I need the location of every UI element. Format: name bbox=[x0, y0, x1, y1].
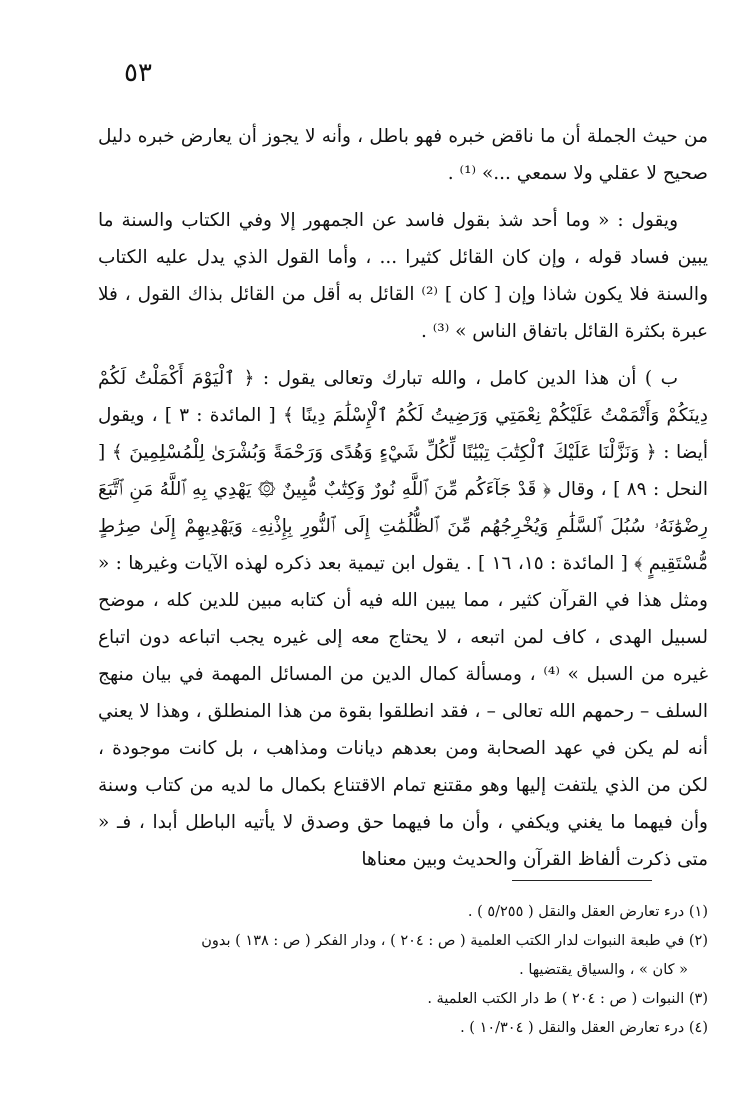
paragraph-2: ويقول : « وما أحد شذ بقول فاسد عن الجمهور إلا وفي الكتاب والسنة ما يبين فساد قوله ، وإن كان القائل كثيرا ... ، وأما القول الذي يدل عليه الكتاب والسنة فلا يكون شاذا وإن [ كان ] ⁽²⁾ القائل به أقل من القائل بذاك القول ، فلا عبرة بكثرة القائل باتفاق الناس » ⁽³⁾ . bbox=[98, 210, 708, 342]
footnote-1: (١) درء تعارض العقل والنقل ( ٥/٢٥٥ ) . bbox=[467, 904, 708, 920]
paragraph-1: من حيث الجملة أن ما ناقض خبره فهو باطل ، وأنه لا يجوز أن يعارض خبره دليل صحيح لا عقلي ولا سمعي ...» ⁽¹⁾ . bbox=[98, 126, 708, 184]
footnote-4: (٤) درء تعارض العقل والنقل ( ١٠/٣٠٤ ) . bbox=[460, 1020, 708, 1036]
footnote-3: (٣) النبوات ( ص : ٢٠٤ ) ط دار الكتب العلمية . bbox=[427, 991, 708, 1007]
paragraph-3: ب ) أن هذا الدين كامل ، والله تبارك وتعالى يقول : ﴿ ٱلْيَوْمَ أَكْمَلْتُ لَكُمْ دِينَكُمْ وَأَتْمَمْتُ عَلَيْكُمْ نِعْمَتِي وَرَضِيتُ لَكُمُ ٱلْإِسْلَٰمَ دِينًا ﴾ [ المائدة : ٣ ] ، ويقول أيضا : ﴿ وَنَزَّلْنَا عَلَيْكَ ٱلْكِتَٰبَ تِبْيَٰنًا لِّكُلِّ شَيْءٍ وَهُدًى وَرَحْمَةً وَبُشْرَىٰ لِلْمُسْلِمِينَ ﴾ [ النحل : ٨٩ ] ، وقال ﴿ قَدْ جَآءَكُم مِّنَ ٱللَّهِ نُورٌ وَكِتَٰبٌ مُّبِينٌ ۞ يَهْدِي بِهِ ٱللَّهُ مَنِ ٱتَّبَعَ رِضْوَٰنَهُۥ سُبُلَ ٱلسَّلَٰمِ وَيُخْرِجُهُم مِّنَ ٱلظُّلُمَٰتِ إِلَى ٱلنُّورِ بِإِذْنِهِۦ وَيَهْدِيهِمْ إِلَىٰ صِرَٰطٍ مُّسْتَقِيمٍ ﴾ [ المائدة : ١٥، ١٦ ] . يقول ابن تيمية بعد ذكره لهذه الآيات وغيرها : « ومثل هذا في القرآن كثير ، مما يبين الله فيه أن كتابه مبين للدين كله ، موضح لسبيل الهدى ، كاف لمن اتبعه ، لا يحتاج معه إلى غيره يجب اتباعه دون اتباع غيره من السبل » ⁽⁴⁾ ، ومسألة كمال الدين من المسائل المهمة في بيان منهج السلف – رحمهم الله تعالى – ، فقد انطلقوا بقوة من هذا المنطلق ، وهذا لا يعني أنه لم يكن في عهد الصحابة ومن بعدهم ديانات ومذاهب ، بل كانت موجودة ، لكن من الذي يلتفت إليها وهو مقتنع تمام الاقتناع بكمال ما لديه من كتاب وسنة وأن فيهما ما يغني ويكفي ، وأن ما فيهما حق وصدق لا يأتيه الباطل أبدا ، فـ « متى ذكرت ألفاظ القرآن والحديث وبين معناها bbox=[98, 368, 709, 870]
page-number: ٥٣ bbox=[124, 58, 152, 88]
footnote-separator bbox=[512, 880, 652, 881]
footnote-2: (٢) في طبعة النبوات لدار الكتب العلمية ( ص : ٢٠٤ ) ، ودار الفكر ( ص : ١٣٨ ) بدون bbox=[201, 933, 708, 949]
main-text bbox=[98, 118, 708, 878]
footnote-2-continuation: « كان » ، والسياق يقتضيها . bbox=[519, 962, 688, 978]
footnotes bbox=[98, 898, 708, 1043]
